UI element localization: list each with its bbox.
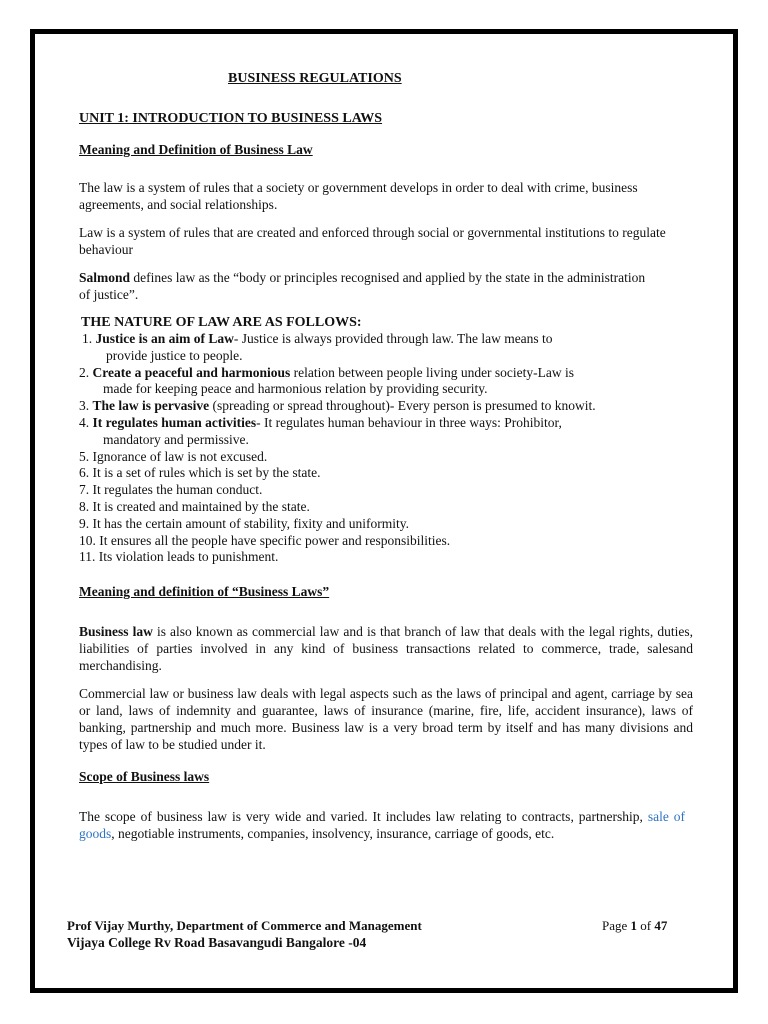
list-item: 6. It is a set of rules which is set by the state. [79,465,321,481]
list-item: 1. Justice is an aim of Law- Justice is always provided through law. The law means to provide justice to people. [82,331,553,363]
list-item: 11. Its violation leads to punishment. [79,549,279,565]
nature-heading: THE NATURE OF LAW ARE AS FOLLOWS: [81,315,362,330]
list-item: 2. Create a peaceful and harmonious relation between people living under society-Law is made for keeping peace and harmonious relation by providing security. [79,364,575,397]
paragraph-law-definition-2: Law is a system of rules that are created and enforced through social or governmental institutions to regulate behaviour [79,225,666,257]
paragraph-salmond [79,269,649,303]
section-heading-meaning: Meaning and Definition of Business Law [79,142,313,157]
document-title: BUSINESS REGULATIONS [228,71,402,86]
salmond-text: defines law as the “body or principles recognised and applied by the state in the administration of justice”. [79,270,646,302]
unit-heading: UNIT 1: INTRODUCTION TO BUSINESS LAWS [79,111,383,126]
section-heading-business-laws: Meaning and definition of “Business Laws” [79,584,330,599]
sale-of-goods-link[interactable]: sale of goods [79,809,686,841]
list-item: 7. It regulates the human conduct. [79,482,263,498]
list-item: 5. Ignorance of law is not excused. [79,448,268,464]
paragraph-law-definition-1: The law is a system of rules that a society or government develops in order to deal with crime, business agreements, and social relationships. [79,180,638,212]
list-item: 10. It ensures all the people have specific power and responsibilities. [79,532,451,548]
business-law-term: Business law [79,624,153,639]
page-number: Page 1 of 47 [602,918,668,933]
salmond-name: Salmond [79,270,131,285]
section-heading-scope: Scope of Business laws [79,769,210,784]
nature-list [79,331,719,566]
list-item: 8. It is created and maintained by the state. [79,498,310,514]
footer-college: Vijaya College Rv Road Basavangudi Bangalore -04 [67,935,367,950]
paragraph-commercial-law: Commercial law or business law deals with legal aspects such as the laws of principal and agent, carriage by sea or land, laws of indemnity and guarantee, laws of insurance (marine, fire, life, accident insurance), laws of banking, partnership and much more. Business law is a very broad term by itself and has many divisions and types of law to be studied under it. [79,686,693,752]
footer-author: Prof Vijay Murthy, Department of Commerce and Management [67,918,422,933]
paragraph-business-law [79,623,693,674]
list-item: 4. It regulates human activities- It regulates human behaviour in three ways: Prohibitor, mandatory and permissive. [79,414,562,447]
business-law-text: is also known as commercial law and is that branch of law that deals with the legal rights, duties, liabilities of parties involved in any kind of business transactions related to commerce, trade, salesand merchandising. [79,624,693,673]
list-item: 3. The law is pervasive (spreading or spread throughout)- Every person is presumed to knowit. [79,398,596,414]
list-item: 9. It has the certain amount of stability, fixity and uniformity. [79,515,410,531]
paragraph-scope: The scope of business law is very wide and varied. It includes law relating to contracts, partnership, sale of goods, negotiable instruments, companies, insolvency, insurance, carriage of goods, etc. [79,809,686,841]
